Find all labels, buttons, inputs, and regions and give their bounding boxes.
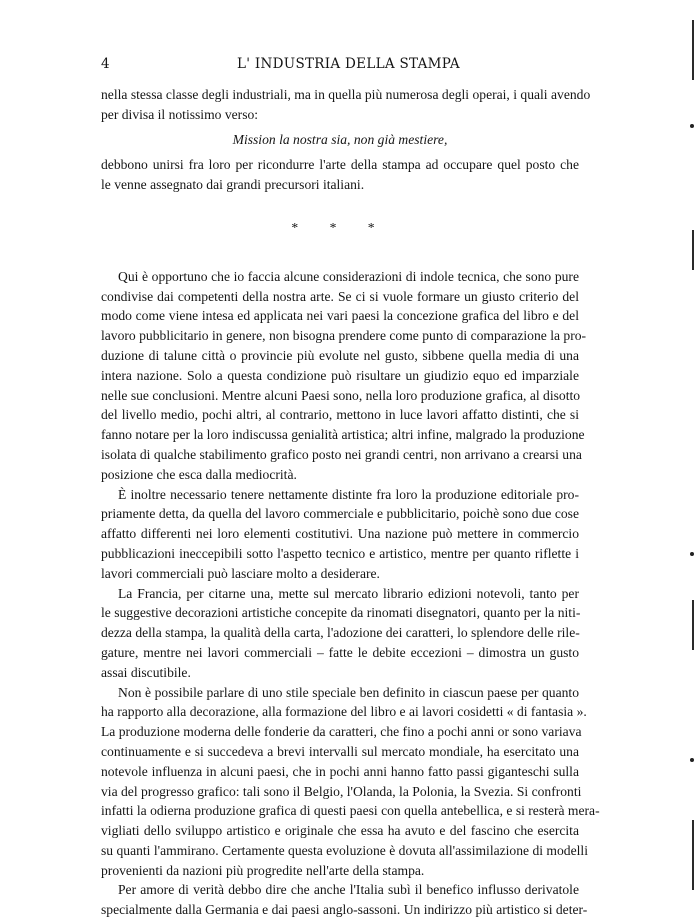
text-line: specialmente dalla Germania e dai paesi anglo-sassoni. Un indirizzo più artistico si deter- [101, 902, 588, 918]
page-number: 4 [101, 56, 110, 72]
paragraph-3 [101, 584, 579, 683]
text-line: Non è possibile parlare di uno stile speciale ben definito in ciascun paese per quanto [118, 684, 579, 700]
text-line: La produzione moderna delle fonderie da caratteri, che fino a pochi anni or sono variava [101, 724, 582, 740]
text-line: dezza della stampa, la qualità della carta, l'adozione dei caratteri, lo splendore delle rile- [101, 625, 580, 641]
text-line: isolata di qualche stabilimento grafico posto nei grandi centri, non arrivano a crearsi una [101, 446, 582, 462]
text-line: notevole influenza in alcuni paesi, che in pochi anni hanno fatto passi giganteschi sulla [101, 763, 579, 779]
running-title: L' INDUSTRIA DELLA STAMPA [237, 56, 460, 72]
text-line: le venne assegnato dai grandi precursori italiani. [101, 177, 365, 193]
text-line: Qui è opportuno che io faccia alcune considerazioni di indole tecnica, che sono pure [118, 268, 579, 284]
text-line: infatti la odierna produzione grafica di questi paesi con quella antebellica, e si resterà mera- [101, 803, 600, 819]
paragraph-1 [101, 267, 587, 485]
text-line: gature, mentre nei lavori commerciali – fatte le debite eccezioni – dimostra un gusto [101, 644, 579, 660]
text-line: modo come viene intesa ed applicata nei vari paesi la concezione grafica del libro e del [101, 308, 579, 324]
text-line: nelle sue conclusioni. Mentre alcuni Paesi sono, nella loro produzione grafica, al disotto [101, 387, 581, 403]
body-text [101, 85, 600, 920]
text-line: provenienti da nazioni più progredite nell'arte della stampa. [101, 862, 425, 878]
text-line: assai discutibile. [101, 664, 191, 680]
text-line: Per amore di verità debbo dire che anche l'Italia subì il benefico influsso derivatole [118, 882, 579, 898]
scan-edge-mark [690, 124, 694, 128]
text-line: affatto differenti nei loro elementi costitutivi. Una nazione può mettere in commercio [101, 526, 579, 542]
scan-edge-mark [692, 20, 694, 80]
text-line: vigliati dello sviluppo artistico e originale che essa ha avuto e del fascino che esercita [101, 823, 579, 839]
paragraph-5 [101, 880, 588, 920]
text-line: ha rapporto alla decorazione, alla formazione del libro e ai lavori cosidetti « di fantasia ». [101, 704, 587, 720]
paragraph-2 [101, 485, 579, 584]
text-line: fanno notare per la loro indiscussa genialità artistica; altri infine, malgrado la produzione [101, 427, 585, 443]
text-line: lavori commerciali può lasciare molto a desiderare. [101, 565, 380, 581]
text-line: posizione che esca dalla mediocrità. [101, 466, 297, 482]
text-line: pubblicazioni ineccepibili sotto l'aspetto tecnico e artistico, mentre per quanto riflette i [101, 545, 579, 561]
text-line: intera nazione. Solo a questa condizione può risultare un giudizio equo ed imparziale [101, 367, 579, 383]
text-line: La Francia, per citarne una, mette sul mercato librario edizioni notevoli, tanto per [118, 585, 579, 601]
text-line: via del progresso grafico: tali sono il Belgio, l'Olanda, la Polonia, la Svezia. Si confronti [101, 783, 582, 799]
scan-edge-mark [692, 230, 694, 270]
text-line: debbono unirsi fra loro per ricondurre l'arte della stampa ad occupare quel posto che [101, 157, 579, 173]
text-line: le suggestive decorazioni artistiche concepite da rinomati disegnatori, quanto per la niti- [101, 605, 581, 621]
text-line: continuamente e si succedeva a brevi intervalli sul mercato mondiale, ha esercitato una [101, 743, 579, 759]
paragraph-4 [101, 683, 600, 881]
text-line: condivise dai competenti della nostra arte. Se ci si vuole formare un giusto criterio del [101, 288, 579, 304]
verse-quote: Mission la nostra sia, non già mestiere, [232, 131, 448, 147]
text-line: del livello medio, pochi altri, al contrario, mettono in luce lavori affatto distinti, che si [101, 407, 579, 423]
scan-edge-mark [690, 552, 694, 556]
text-line: nella stessa classe degli industriali, ma in quella più numerosa degli operai, i quali avendo [101, 87, 591, 102]
text-line: per divisa il notissimo verso: [101, 106, 259, 122]
text-line: priamente detta, da quella del lavoro commerciale e pubblicitario, poichè sono due cose [101, 506, 579, 522]
section-separator: * * * [291, 219, 389, 235]
text-line: È inoltre necessario tenere nettamente distinte fra loro la produzione editoriale pro- [118, 486, 579, 502]
scan-edge-mark [692, 820, 694, 890]
text-line: su quanti l'ammirano. Certamente questa evoluzione è dovuta all'assimilazione di modelli [101, 842, 588, 858]
scan-edge-mark [690, 758, 694, 762]
text-line: lavoro pubblicitario in genere, non bisogna prendere come punto di comparazione la pro- [101, 328, 587, 344]
scan-edge-mark [692, 600, 694, 650]
text-line: duzione di talune città o provincie più evolute nel gusto, sibbene quella media di una [101, 347, 579, 363]
